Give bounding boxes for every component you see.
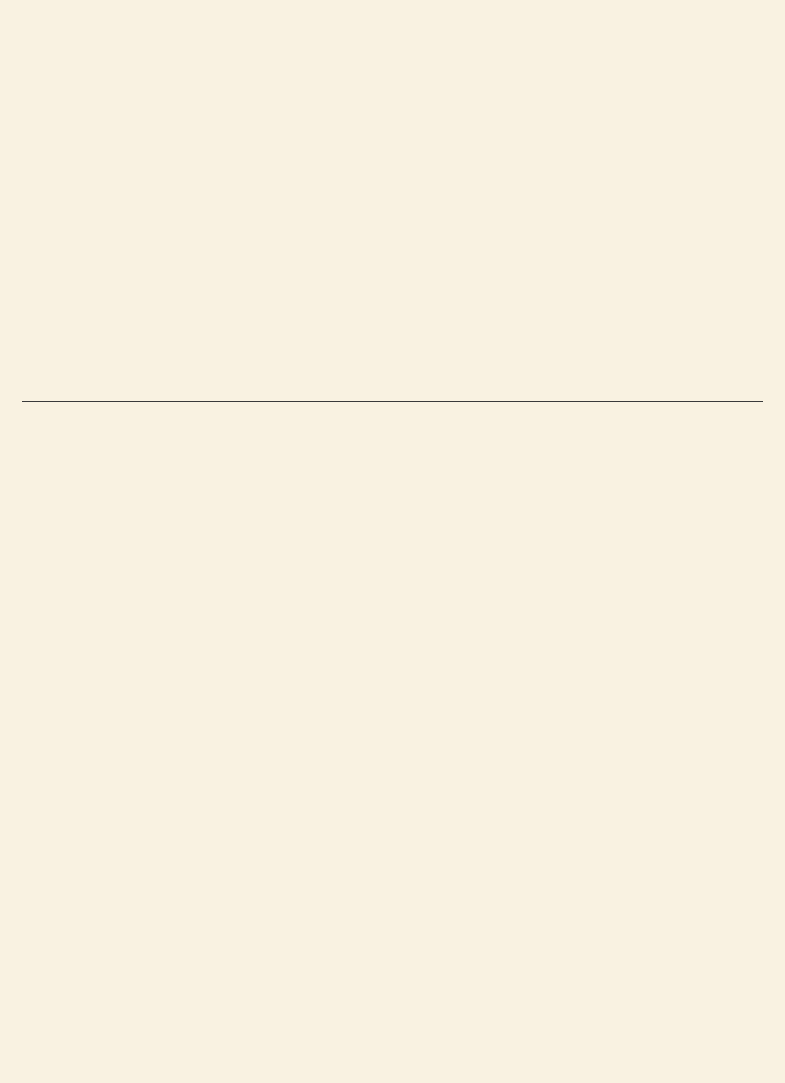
section-divider	[22, 401, 763, 402]
